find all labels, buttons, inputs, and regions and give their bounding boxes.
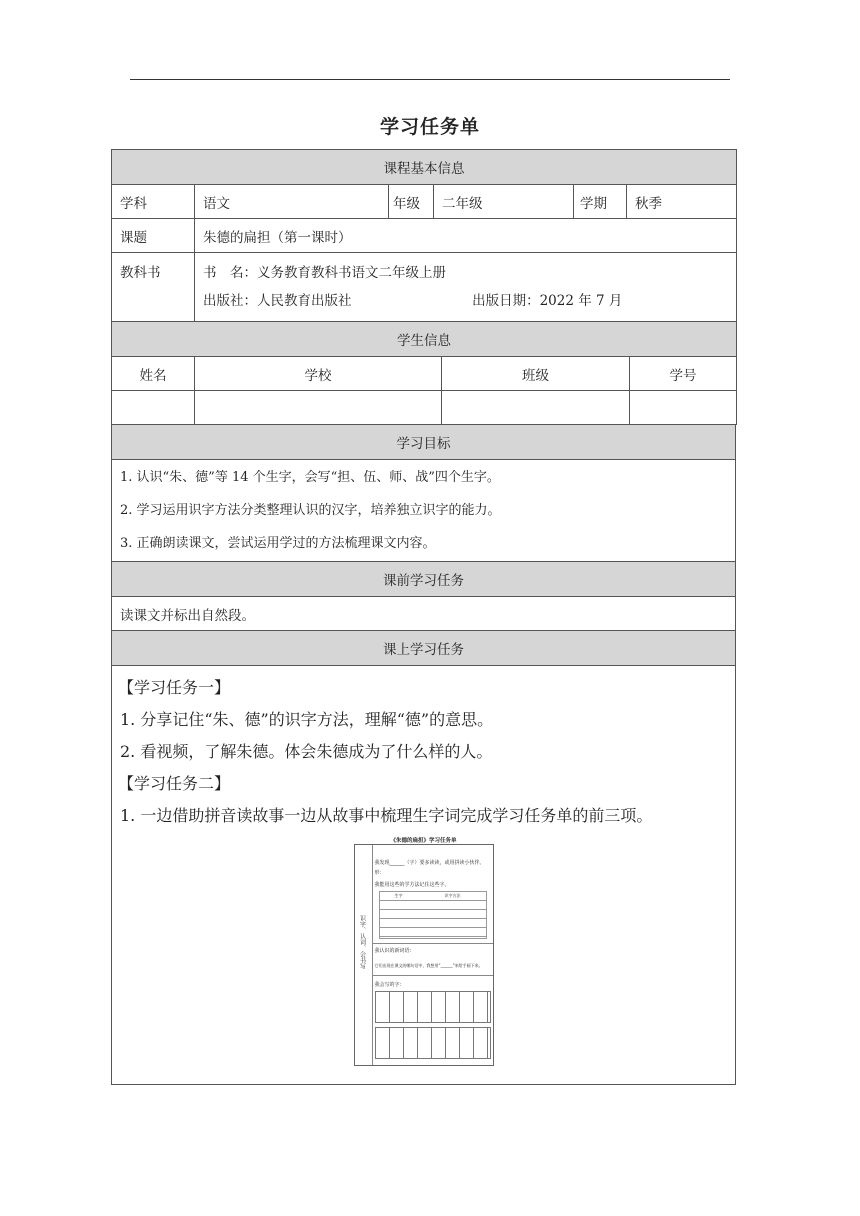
course-info-header: 课程基本信息 [112, 150, 737, 185]
term-value: 秋季 [627, 185, 737, 219]
thumb-line: 我会写的字： [374, 982, 405, 988]
student-info-header: 学生信息 [112, 322, 737, 357]
in-class-content [112, 666, 736, 1085]
goals-list [112, 460, 736, 562]
goals-header: 学习目标 [112, 425, 736, 460]
course-info-table [111, 149, 737, 322]
task1-title: 【学习任务一】 [118, 678, 231, 697]
top-rule [130, 79, 730, 80]
student-info-table [111, 321, 737, 425]
textbook-info [195, 253, 737, 322]
book-name: 书 名：义务教育教科书语文二年级上册 [203, 265, 446, 281]
pre-class-header: 课前学习任务 [112, 562, 736, 597]
thumb-title: 《朱德的扁担》学习任务单 [390, 838, 457, 844]
thumb-line: 形： [374, 870, 385, 876]
thumb-col: 生字 [394, 893, 403, 898]
thumb-writing-grid [375, 1027, 491, 1059]
publish-date: 出版日期：2022 年 7 月 [472, 293, 623, 309]
school-field[interactable] [195, 391, 442, 425]
class-field[interactable] [442, 391, 630, 425]
task2-item: 1. 一边借助拼音读故事一边从故事中梳理生字词完成学习任务单的前三项。 [120, 806, 653, 825]
task2-title: 【学习任务二】 [118, 774, 231, 793]
textbook-label: 教科书 [112, 253, 195, 322]
thumb-line: 我能用这些的学方法记住这些字。 [374, 882, 450, 888]
thumb-side-label: 识字、认词、会书写 [358, 915, 366, 969]
term-label: 学期 [574, 185, 627, 219]
task1-item: 2. 看视频，了解朱德。体会朱德成为了什么样的人。 [120, 742, 493, 761]
subject-label: 学科 [112, 185, 195, 219]
student-id-field[interactable] [630, 391, 737, 425]
task1-item: 1. 分享记住“朱、德”的识字方法，理解“德”的意思。 [120, 710, 494, 729]
grade-label: 年级 [389, 185, 434, 219]
thumb-divider [372, 845, 373, 1065]
col-student-id: 学号 [630, 357, 737, 391]
col-class: 班级 [442, 357, 630, 391]
page-title: 学习任务单 [379, 116, 480, 138]
col-name: 姓名 [112, 357, 195, 391]
grade-value: 二年级 [434, 185, 574, 219]
thumb-line: 我发现______（字）要多读读，或用拼读小伙伴。 [374, 860, 485, 866]
goal-item: 1. 认识“朱、德”等 14 个生字，会写“担、伍、师、战”四个生字。 [120, 470, 500, 485]
publisher: 出版社：人民教育出版社 [203, 293, 352, 309]
publisher-line [203, 287, 728, 315]
thumb-line: 它们出现在课文的哪句话中，我想用“______”来给手画下来。 [374, 963, 483, 968]
thumb-writing-grid [375, 991, 491, 1023]
topic-value: 朱德的扁担（第一课时） [195, 219, 737, 253]
task-table [111, 424, 736, 1085]
thumb-rule [372, 943, 493, 944]
goal-item: 2. 学习运用识字方法分类整理认识的汉字，培养独立识字的能力。 [120, 503, 501, 518]
thumb-rule [372, 975, 493, 976]
topic-label: 课题 [112, 219, 195, 253]
col-school: 学校 [195, 357, 442, 391]
name-field[interactable] [112, 391, 195, 425]
goal-item: 3. 正确朗读课文，尝试运用学过的方法梳理课文内容。 [120, 536, 436, 551]
task-sheet-table [111, 149, 736, 1085]
thumb-line: 我认识的新词语： [374, 948, 415, 954]
in-class-header: 课上学习任务 [112, 631, 736, 666]
subject-value: 语文 [195, 185, 389, 219]
thumb-col: 识字方法 [444, 893, 461, 898]
pre-class-text: 读课文并标出自然段。 [112, 597, 736, 631]
worksheet-thumbnail [354, 838, 494, 1066]
